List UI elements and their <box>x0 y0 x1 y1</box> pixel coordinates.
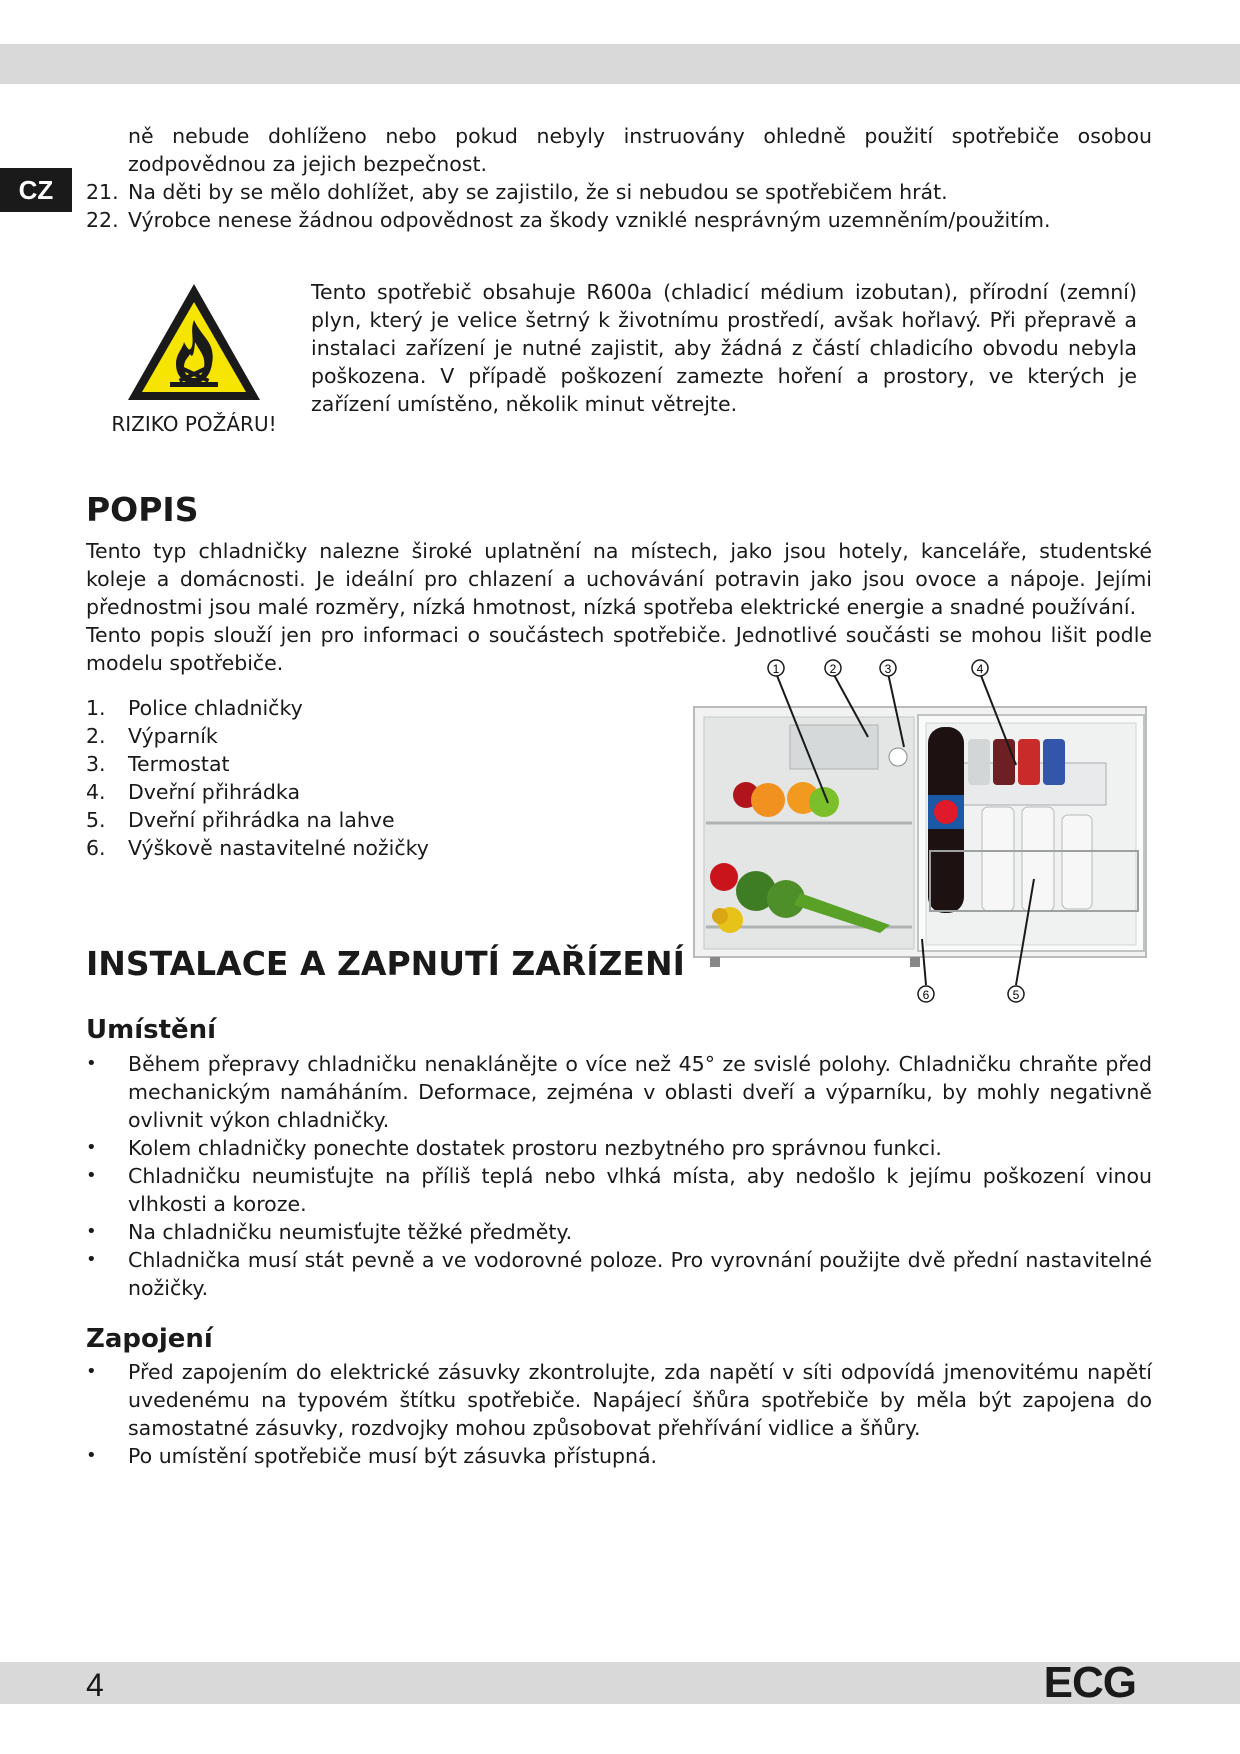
bullet-icon: • <box>86 1221 97 1242</box>
fire-risk-label: RIZIKO POŽÁRU! <box>111 412 277 436</box>
bullet-icon: • <box>86 1361 97 1382</box>
svg-text:6: 6 <box>922 988 930 1002</box>
umisteni-item-5: Chladnička musí stát pevně a ve vodorovné poloze. Pro vyrovnání použijte dvě přední nastavitelné nožičky. <box>128 1248 1152 1300</box>
svg-text:5: 5 <box>1012 988 1020 1002</box>
brand-logo: ECG <box>1043 1658 1136 1707</box>
item-21-number: 21. <box>86 180 119 204</box>
header-bar <box>0 44 1240 84</box>
umisteni-item-1: Během přepravy chladničku nenaklánějte o více než 45° ze svislé polohy. Chladničku chraňte před mechanickým namáháním. Deformace, zejména v oblasti dveří a výparníku, by mohly negativně ovlivnit výkon chladničky. <box>128 1052 1152 1132</box>
bullet-icon: • <box>86 1137 97 1158</box>
umisteni-item-4: Na chladničku neumisťujte těžké předměty. <box>128 1220 573 1244</box>
part-number: 3. <box>86 752 106 776</box>
fire-hazard-icon <box>124 280 264 404</box>
callout-1 <box>768 660 784 676</box>
zapojeni-item-1: Před zapojením do elektrické zásuvky zkontrolujte, zda napětí v síti odpovídá jmenovitému napětí uvedenému na typovém štítku spotřebiče. Napájecí šňůra spotřebiče by měla být zapojena do samostatné zásuvky, rozdvojky mohou způsobovat přehřívání vidlice a šňůry. <box>128 1360 1152 1440</box>
popis-heading: POPIS <box>86 490 199 529</box>
zapojeni-heading: Zapojení <box>86 1324 213 1354</box>
part-number: 5. <box>86 808 106 832</box>
part-label: Termostat <box>128 752 230 776</box>
fridge-illustration <box>690 655 1150 1015</box>
item-22-number: 22. <box>86 208 119 232</box>
zapojeni-item-2: Po umístění spotřebiče musí být zásuvka přístupná. <box>128 1444 658 1468</box>
warning-text: Tento spotřebič obsahuje R600a (chladicí médium izobutan), přírodní (zemní) plyn, který je velice šetrný k životnímu prostředí, avšak hořlavý. Při přepravě a instalaci zařízení je nutné zajistit, aby žádná z částí chladicího obvodu nebyla poškozena. V případě poškození zamezte hoření a prostory, ve kterých je zařízení umístěno, několik minut větrejte. <box>311 280 1137 416</box>
umisteni-item-3: Chladničku neumisťujte na příliš teplá nebo vlhká místa, aby nedošlo k jejímu poškození vinou vlhkosti a koroze. <box>128 1164 1152 1216</box>
popis-paragraph-2: Tento popis slouží jen pro informaci o součástech spotřebiče. Jednotlivé součásti se mohou lišit podle modelu spotřebiče. <box>86 623 1152 675</box>
umisteni-item-2: Kolem chladničky ponechte dostatek prostoru nezbytného pro správnou funkci. <box>128 1136 942 1160</box>
svg-text:1: 1 <box>772 662 780 676</box>
callout-2 <box>825 660 841 676</box>
item-21-text: Na děti by se mělo dohlížet, aby se zajistilo, že si nebudou se spotřebičem hrát. <box>128 180 948 204</box>
bullet-icon: • <box>86 1053 97 1074</box>
bullet-icon: • <box>86 1165 97 1186</box>
intro-continuation: ně nebude dohlíženo nebo pokud nebyly instruovány ohledně použití spotřebiče osobou zodpovědnou za jejich bezpečnost. <box>128 124 1152 176</box>
callout-4 <box>972 660 988 676</box>
svg-text:2: 2 <box>829 662 837 676</box>
callout-5 <box>1008 986 1024 1002</box>
callout-3 <box>880 660 896 676</box>
part-number: 6. <box>86 836 106 860</box>
svg-text:4: 4 <box>976 662 984 676</box>
language-tab: CZ <box>0 168 72 212</box>
popis-paragraph-1: Tento typ chladničky nalezne široké uplatnění na místech, jako jsou hotely, kanceláře, studentské koleje a domácnosti. Je ideální pro chlazení a uchovávání potravin jako jsou ovoce a nápoje. Jejími přednostmi jsou malé rozměry, nízká hmotnost, nízká spotřeba elektrické energie a snadné používání. <box>86 539 1152 619</box>
umisteni-heading: Umístění <box>86 1015 217 1045</box>
part-label: Dveřní přihrádka <box>128 780 301 804</box>
part-label: Výparník <box>128 724 218 748</box>
part-number: 1. <box>86 696 106 720</box>
bullet-icon: • <box>86 1445 97 1466</box>
part-number: 2. <box>86 724 106 748</box>
part-label: Výškově nastavitelné nožičky <box>128 836 429 860</box>
part-label: Police chladničky <box>128 696 303 720</box>
page-number: 4 <box>86 1667 104 1703</box>
part-number: 4. <box>86 780 106 804</box>
svg-text:3: 3 <box>884 662 892 676</box>
instalace-heading: INSTALACE A ZAPNUTÍ ZAŘÍZENÍ <box>86 944 685 983</box>
callout-6 <box>918 986 934 1002</box>
part-label: Dveřní přihrádka na lahve <box>128 808 395 832</box>
bullet-icon: • <box>86 1249 97 1270</box>
item-22-text: Výrobce nenese žádnou odpovědnost za škody vzniklé nesprávným uzemněním/použitím. <box>128 208 1051 232</box>
